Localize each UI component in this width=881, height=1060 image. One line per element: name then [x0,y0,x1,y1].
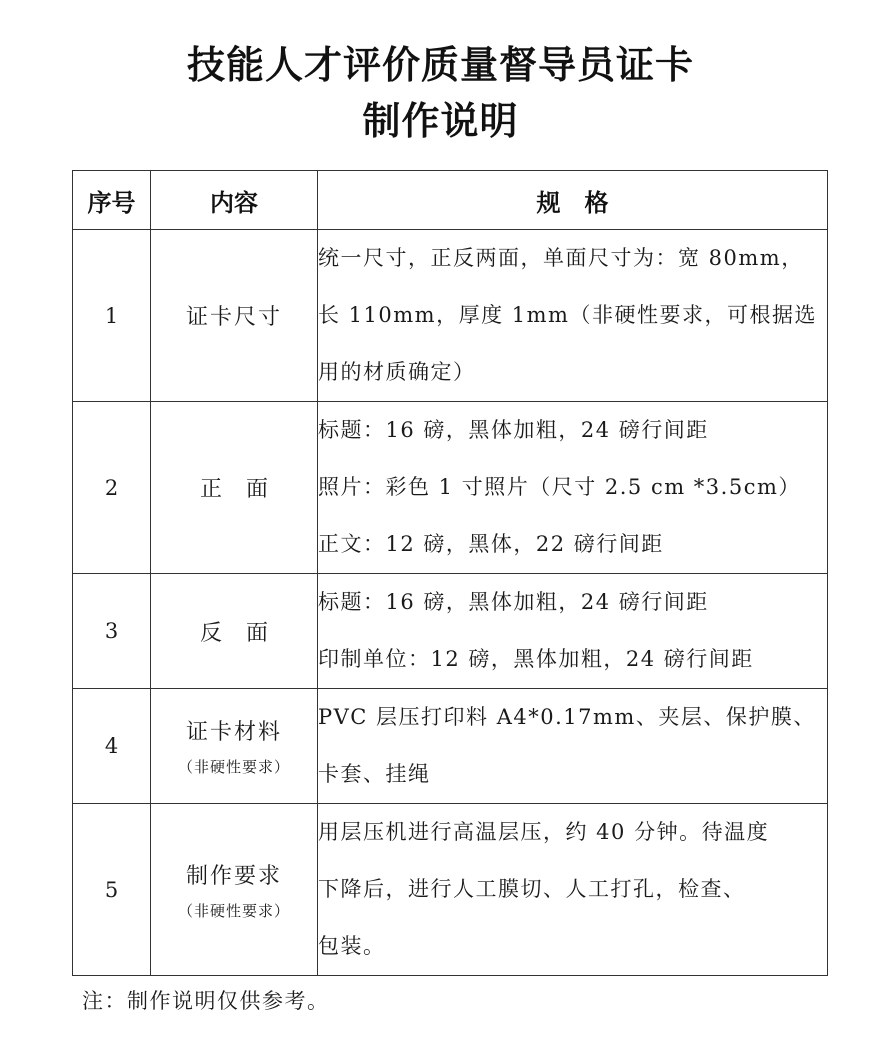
spec-table [72,170,828,976]
document-title: 技能人才评价质量督导员证卡 [186,43,694,87]
row-number: 1 [73,230,151,402]
table-row [73,804,828,976]
header-item: 内容 [151,171,318,230]
footnote: 注：制作说明仅供参考。 [82,989,330,1013]
header-spec: 规 格 [318,171,828,230]
row-spec [318,574,828,689]
spec-line: 卡套、挂绳 [318,762,431,786]
row-item-label: 反面 [199,620,292,646]
row-spec [318,402,828,574]
row-number: 5 [73,804,151,976]
spec-line: 正文：12 磅，黑体，22 磅行间距 [318,532,664,556]
spec-line: PVC 层压打印料 A4*0.17mm、夹层、保护膜、 [318,705,816,729]
spec-line: 印制单位：12 磅，黑体加粗，24 磅行间距 [318,647,754,671]
row-item-note: （非硬性要求） [177,758,290,776]
row-item-note: （非硬性要求） [177,901,290,920]
spec-line: 用的材质确定） [318,360,476,384]
row-item [151,689,318,804]
spec-line: 照片：彩色 1 寸照片（尺寸 2.5 cm *3.5cm） [318,475,801,499]
spec-line: 下降后，进行人工膜切、人工打孔，检查、 [318,877,746,901]
table-row [73,689,828,804]
row-item-label: 证卡材料 [185,720,282,745]
row-item-label: 证卡尺寸 [185,305,282,330]
row-number: 4 [73,689,151,804]
row-spec [318,230,828,402]
table-header-row [73,171,828,230]
spec-line: 标题：16 磅，黑体加粗，24 磅行间距 [318,418,709,442]
spec-line: 统一尺寸，正反两面，单面尺寸为：宽 80mm， [318,246,804,270]
row-spec [318,804,828,976]
row-number: 3 [73,574,151,689]
row-item [151,230,318,402]
row-item-label: 正面 [199,477,292,502]
header-no: 序号 [73,171,151,230]
table-row [73,402,828,574]
spec-line: 标题：16 磅，黑体加粗，24 磅行间距 [318,590,709,614]
row-item [151,574,318,689]
row-item [151,402,318,574]
row-spec [318,689,828,804]
document-subtitle: 制作说明 [362,99,519,143]
row-item [151,804,318,976]
table-row [73,574,828,689]
spec-line: 长 110mm，厚度 1mm（非硬性要求，可根据选 [318,303,817,327]
row-item-label: 制作要求 [185,863,282,889]
table-row [73,230,828,402]
spec-line: 包装。 [318,934,386,958]
spec-line: 用层压机进行高温层压，约 40 分钟。待温度 [318,820,770,844]
row-number: 2 [73,402,151,574]
